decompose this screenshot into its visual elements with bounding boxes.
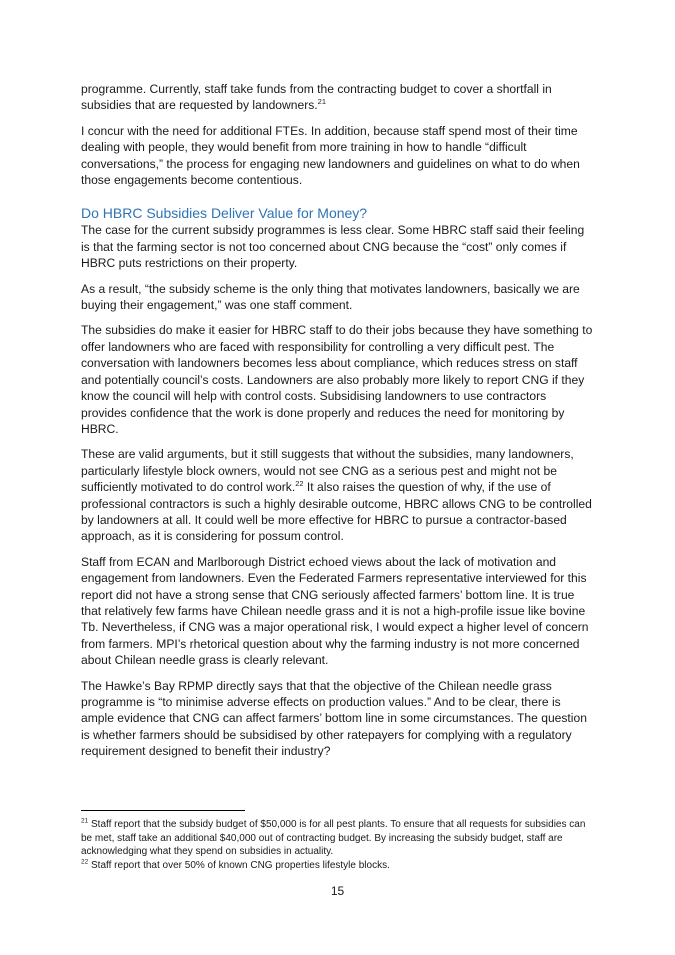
section-heading: Do HBRC Subsidies Deliver Value for Money? — [81, 205, 368, 222]
paragraph-ecan-marlborough: Staff from ECAN and Marlborough District echoed views about the lack of motivation and engagement from landowners. Even the Federated Farmers representative interviewed for this report did not have a strong sense that CNG seriously affected farmers’ bottom line. It is true that relatively few farms have Chilean needle grass and it is not a high-profile issue like bovine Tb. Nevertheless, if CNG was a major operational risk, I would expect a higher level of concern from farmers. MPI’s rhetorical question about why the farming industry is not more concerned about Chilean needle grass is clearly relevant. — [81, 554, 589, 668]
footnote-ref-21[interactable]: 21 — [317, 97, 326, 107]
paragraph-continuation: programme. Currently, staff take funds from the contracting budget to cover a shortfall in subsidies that are requested by landowners.$^{21}$ — [81, 82, 552, 113]
paragraph-ftes: I concur with the need for additional FTEs. In addition, because staff spend most of their time dealing with people, they would benefit from more training in how to handle “difficult conversations,” the process for engaging new landowners and guidelines on what to do when those engagements become contentious. — [81, 123, 580, 188]
paragraph-staff-comment: As a result, “the subsidy scheme is the only thing that motivates landowners, basically we are buying their engagement,” was one staff comment. — [81, 281, 580, 313]
paragraph-subsidies-benefits: The subsidies do make it easier for HBRC staff to do their jobs because they have something to offer landowners who are faced with responsibility for controlling a very difficult pest. The conversation with landowners becomes less about compliance, which reduces stress on staff and potentially council’s costs. Landowners are also probably more likely to report CNG if they know the council will help with control costs. Subsidising landowners to use contractors provides confidence that the work is done properly and reduces the need for monitoring by HBRC. — [81, 323, 593, 436]
paragraph-valid-arguments: These are valid arguments, but it still suggests that without the subsidies, many landowners, particularly lifestyle block owners, would not see CNG as a serious pest and might not be sufficiently motivated to do control work.$^{22}$ It also raises the question of why, if the use of professional contractors is such a highly desirable outcome, HBRC allows CNG to be controlled by landowners at all. It could well be more effective for HBRC to pursue a contractor-based approach, as it is considering for possum control. — [81, 447, 592, 544]
paragraph-rpmp: The Hawke’s Bay RPMP directly says that that the objective of the Chilean needle grass programme is “to minimise adverse effects on production values.” And to be clear, there is ample evidence that CNG can affect farmers’ bottom line in some circumstances. The question is whether farmers should be subsidised by other ratepayers for complying with a regulatory requirement designed to benefit their industry? — [81, 678, 587, 759]
paragraph-case: The case for the current subsidy programmes is less clear. Some HBRC staff said their feeling is that the farming sector is not too concerned about CNG because the “cost” only comes if HBRC puts restrictions on their property. — [81, 223, 585, 271]
footnote-21: $^{21}$ Staff report that the subsidy budget of $50,000 is for all pest plants. To ensure that all requests for subsidies can be met, staff take an additional $40,000 out of contracting budget. By increasing the subsidy budget, staff are acknowledging what they spend on subsidies in actuality. — [81, 817, 586, 858]
footnote-22: $^{22}$ Staff report that over 50% of known CNG properties lifestyle blocks. — [81, 858, 390, 871]
footnote-ref-22[interactable]: 22 — [295, 479, 304, 489]
page-number: 15 — [330, 884, 345, 898]
footnotes — [81, 818, 596, 872]
footnote-separator — [81, 810, 245, 811]
